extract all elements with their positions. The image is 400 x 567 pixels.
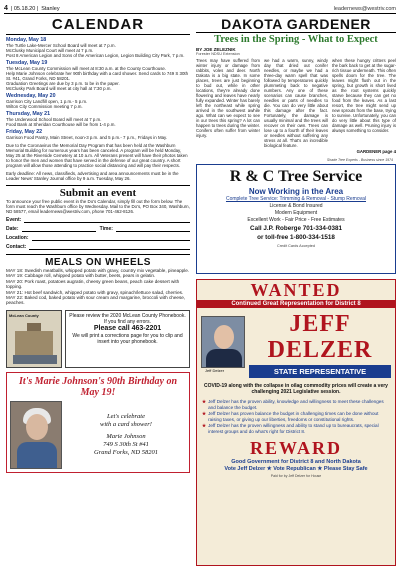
paid-for: Paid for by Jeff Delzer for House (270, 473, 322, 478)
calendar-event: The McLean County Commission will meet at 8:30 a.m. at the County Courthouse. (6, 66, 167, 71)
candidate-caption: Jeff Delzer (205, 368, 225, 373)
calendar-event: McClusky Park Board will meet at city hall at 7:30 p.m. (6, 86, 112, 91)
calendar-title: CALENDAR (6, 16, 190, 35)
phonebook-ad-call[interactable]: Please call 463-2201 (93, 324, 162, 332)
calendar-day-heading: Wednesday, May 20 (6, 93, 56, 99)
wanted-title: WANTED (250, 280, 342, 300)
submit-title: Submit an event (59, 187, 137, 199)
candidate-role: STATE REPRESENTATIVE (249, 365, 391, 378)
meal-item: MAY 18: Swedish meatballs, whipped potato with gravy, country mix vegetable, pineapple. (6, 268, 190, 273)
calendar-event: Graduation Greetings are due by 3 p.m. to be in the paper. (6, 81, 120, 86)
calendar-event: Food Bank at Sheridan Courthouse will be from 1-4 p.m. (6, 122, 116, 127)
calendar-day (6, 93, 190, 109)
covid-statement: COVID-19 along with the collapse in oilag commodity prices will create a very challenging 2021 Legislative session. (204, 383, 388, 395)
date-time-field[interactable] (6, 224, 190, 232)
star-icon: ★ (202, 411, 207, 417)
candidate-last-name: DELZER (267, 337, 373, 363)
portrait-body (17, 442, 57, 469)
right-column (196, 16, 396, 562)
meals-section (6, 254, 190, 306)
birthday-ad (6, 372, 190, 473)
star-icon: ★ (202, 399, 207, 404)
birthday-line: Grand Forks, ND 58201 (94, 448, 158, 456)
calendar-event: Help Marie Johnson celebrate her 90th birthday with a card shower. Send cards to 749 S 30th St. #41, Grand Forks, ND 58201. (6, 71, 189, 81)
gardener-article (196, 58, 396, 148)
meal-item: MAY 21: Hot beef sandwich, whipped potato with gravy, spinach/lettuce salad, cherries. (6, 289, 184, 295)
header-email[interactable]: leadernews@westriv.com (333, 5, 396, 12)
bullet-text: Jeff Delzer has the proven willingness and ability to stand up to bureaucrats, special interest groups and do what's right for District 8. (208, 423, 379, 434)
birthday-title: It's Marie Johnson's 90th Birthday on May 19! (18, 375, 178, 398)
calendar-day-heading: Friday, May 22 (6, 129, 43, 135)
county-building-photo (6, 310, 62, 368)
tree-ad-line: Modern Equipment (274, 210, 318, 216)
tree-ad-tollfree[interactable]: or toll-free 1-800-334-1518 (257, 234, 335, 241)
location-field-line[interactable] (32, 240, 191, 241)
candidate-suit (206, 349, 242, 368)
calendar-day (6, 129, 190, 140)
gardener-byline-title: Forester NDSU Extension (196, 52, 240, 56)
tree-ad-credit: Credit Cards Accepted (277, 244, 315, 248)
gardener-subtitle: Trees in the Spring - What to Expect (214, 34, 378, 45)
location-field[interactable] (6, 233, 190, 241)
wanted-subtitle: Continued Great Representation for District 8 (197, 300, 395, 308)
calendar-day-heading: Tuesday, May 19 (6, 60, 48, 66)
event-field[interactable] (6, 215, 190, 223)
people-group (13, 355, 57, 364)
calendar-day (6, 111, 190, 127)
wanted-ad (196, 279, 396, 566)
meal-item: MAY 22: Baked cod, baked potato with sour cream and margarine, broccoli with cheese, peaches. (6, 295, 186, 306)
memorial-day-note: Due to the Coronavirus the Memorial Day Program that has been held at the Washburn Memorial Building for numerous years has been canceled. A program will be held Monday, May 25 at the Riverside Cemetery at 10 a.m. All Veterans present will have their photos taken to honor the men and women that have served in the defense of our great country. A short program will allow those attending to practice social distancing and will pay their respects. (6, 143, 188, 168)
courthouse-building (15, 331, 53, 355)
star-icon: ★ (202, 423, 207, 429)
gardener-title: DAKOTA GARDENER (196, 16, 396, 33)
county-photo-title: McLean County (9, 312, 39, 318)
candidate-bullets (197, 397, 395, 436)
tree-ad-tagline: Now Working in the Area (248, 187, 344, 196)
birthday-text (66, 413, 186, 457)
date-field-label: Date: (6, 226, 19, 232)
deadline-note: Early deadline: All news, classifieds, advertising and area announcements must be in the Leader News' Stanley Journal office by 9 a.m. Tuesday, May 26. (6, 171, 179, 181)
article-column: when these hungry critters peel the bark back to get at the sugar-rich tissue underneath. This often spells doom for the tree. The leaves might flush out in the spring, but growth is short lived as the root systems quickly starve because they can get no food from the leaves. As a last resort, the tree might send up new sprouts from the base, trying to survive. Unfortunately, you can do very little about this type of damage as well. Pruning injury is always something to consider. (332, 58, 396, 133)
birthday-line: Let's celebrate (106, 412, 146, 420)
calendar-day-heading: Thursday, May 21 (6, 111, 51, 117)
calendar-event: Garrison City Landfill open, 1 p.m.- 5 p.m. (6, 99, 88, 104)
tree-service-ad (196, 158, 396, 274)
tree-ad-caption: Shade Tree Experts - Business since 1974 (326, 158, 393, 162)
meals-title: MEALS ON WHEELS (45, 257, 151, 268)
candidate-first-name: JEFF (289, 311, 351, 337)
tree-ad-services: Complete Tree Service: Trimming & Removal - Stump Removal (225, 196, 367, 202)
phonebook-ad-text: Please review the 2020 McLean County Phonebook. If you find any errors. (69, 312, 186, 325)
phonebook-ad-footer: We will print a corrections page for you to clip and insert into your phonebook. (72, 332, 183, 345)
tree-ad-line: Excellent Work - Fair Price - Free Estimates (247, 217, 345, 223)
calendar-day (6, 60, 190, 91)
birthday-line: with a card shower! (100, 420, 152, 428)
event-field-line[interactable] (24, 222, 190, 223)
candidate-bullet (202, 411, 390, 422)
calendar-day (6, 37, 190, 58)
reward-title: REWARD (249, 437, 342, 458)
meal-item: MAY 19: Cabbage roll, whipped potato with butter, beets, pears in gelatin. (6, 273, 156, 279)
good-government: Good Government for District 8 and North Dakota (231, 458, 361, 465)
contact-field[interactable] (6, 242, 190, 250)
calendar-event: Post 8 American Legion and Sons of the American Legion, Legion Building City Park, 7 p.m. (6, 53, 185, 58)
contact-field-line[interactable] (29, 249, 190, 250)
submit-event-form (6, 185, 190, 250)
candidate-name (249, 311, 391, 378)
calendar-event: McClusky Municipal Court will meet at 7 p.m. (6, 48, 94, 53)
candidate-block (197, 308, 395, 381)
phonebook-ad (65, 310, 190, 368)
issue-date: | 05.18.20 | (10, 5, 39, 12)
candidate-bullet (202, 399, 390, 410)
candidate-bullet (202, 423, 390, 434)
calendar-event: The Underwood School Board will meet at 7 p.m. (6, 117, 102, 122)
location-field-label: Location: (6, 235, 29, 241)
birthday-body (10, 401, 186, 469)
tree-ad-phone[interactable]: Call J.P. Roberge 701-334-0381 (250, 225, 342, 232)
calendar-event: Garrison Food Pantry, Main Street, noon-3 p.m. and 5 p.m.- 7 p.m., Fridays in May. (6, 135, 168, 140)
page-header (4, 4, 396, 14)
tree-ad-name: R & C Tree Service (229, 168, 363, 185)
calendar-day-heading: Monday, May 18 (6, 37, 47, 43)
candidate-photo (201, 316, 245, 368)
time-field-label: Time: (99, 226, 113, 232)
time-field-line[interactable] (116, 231, 190, 232)
left-column (6, 16, 190, 562)
article-column: we had a warm, sunny, windy day that dried out conifer needles, or maybe we had a three-day warm spell that was followed by temperatures quickly plummeting back to negative numbers. Any one of these scenarios can cause branches, needles or parts of needles to die. You can do very little about this damage after the fact. Fortunately, the damage is usually minimal and the trees will recover on their own. Trees can lose up to a fourth of their leaves or needles without suffering any stress at all. That's an incredible biological feature. (264, 58, 328, 148)
birthday-line: Marie Johnson (106, 432, 146, 440)
gardener-byline: BY JOE ZELEZNIK (196, 47, 236, 52)
portrait-face (26, 414, 48, 440)
paper-name: Stanley (41, 5, 60, 12)
meal-item: MAY 20: Pork roast, potatoes augratin, cheesy green beans, peach cake dessert with topping. (6, 278, 180, 290)
calendar-event: The Turtle Lake-Mercer School Board will meet at 7 p.m. (6, 43, 116, 48)
candidate-photo-wrap (201, 316, 245, 373)
birthday-line: 749 S 30th St #41 (103, 440, 149, 448)
calendar-event: Wilton City Commission meeting 7 p.m. (6, 104, 83, 109)
page-number: 4 (4, 5, 8, 12)
article-column: Trees may have suffered from winter injury or damage from rabbits, voles and deer. North Dakota is a big state. In some places, trees are just beginning to bud out, while in other locations, they're already done flowering and leaves have nearly fully expanded. Winter has barely left the northeast while spring arrived in the southwest awhile ago. What can we expect to see in our trees this spring? A lot can happen to trees during the winter. Conifers often suffer from winter injury. (196, 58, 260, 138)
bullet-text: Jeff Delzer has the proven ability, knowledge and willingness to meet these challenges and balance the budget. (208, 399, 384, 410)
birthday-portrait (10, 401, 62, 469)
bullet-text: Jeff Delzer has proven balance the budget in challenging times can be done without raising taxes, or giving up our liberties, freedoms or constitutional rights. (208, 411, 379, 422)
submit-instructions: To announce your free public event in the Do's Calendar, simply fill out the form below. The form must reach the Washburn office by Wednesday. Mail to the Do's, PO Box 340, Washburn, ND 58577, email leadernews@westriv.com, phone 701-462-8126. (6, 199, 190, 214)
date-field-line[interactable] (22, 231, 96, 232)
county-ad-row (6, 310, 190, 368)
contact-field-label: Contact: (6, 244, 27, 250)
event-field-label: Event: (6, 217, 22, 223)
tree-ad-line: License & Bond Insured (269, 203, 323, 209)
vote-line: Vote Jeff Delzer ★ Vote Republican ★ Please Stay Safe (224, 465, 368, 472)
candidate-face (214, 325, 234, 349)
continued-label[interactable]: GARDENER page 4 (356, 149, 396, 154)
